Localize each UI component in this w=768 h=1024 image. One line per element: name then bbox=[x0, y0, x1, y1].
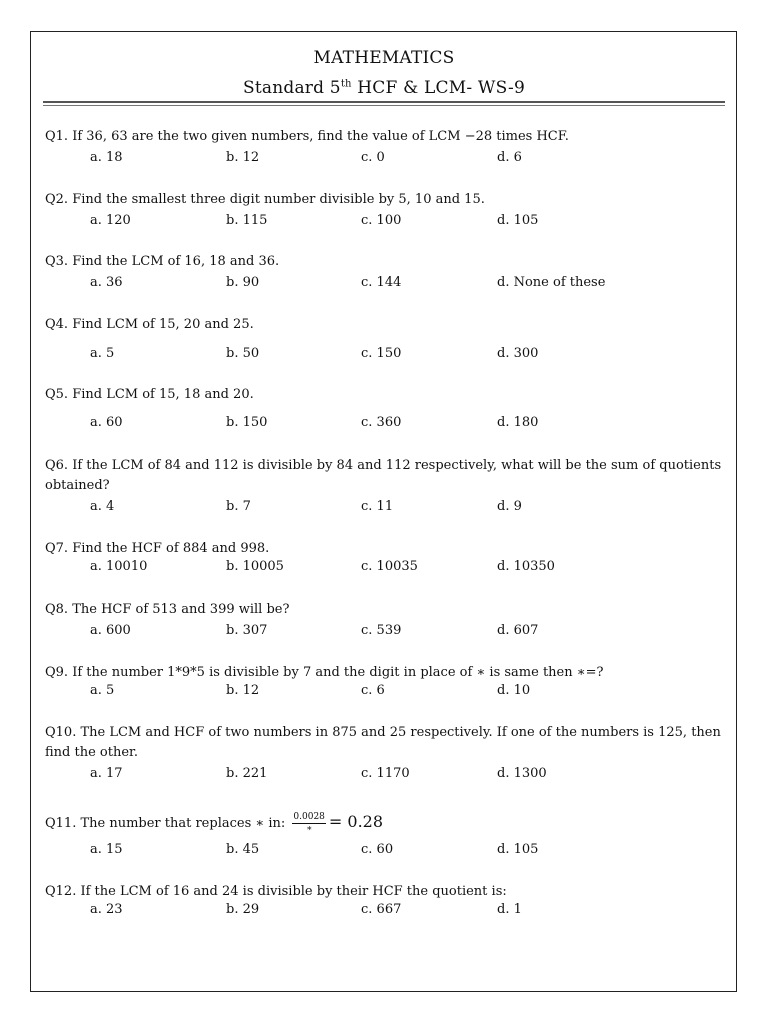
question-4: Q4. Find LCM of 15, 20 and 25. bbox=[45, 317, 254, 332]
header-divider-thin bbox=[43, 105, 725, 106]
question-12: Q12. If the LCM of 16 and 24 is divisible by their HCF the quotient is: bbox=[45, 884, 507, 899]
question-10-option-b: b. 221 bbox=[226, 766, 268, 781]
question-5: Q5. Find LCM of 15, 18 and 20. bbox=[45, 387, 254, 402]
question-12-option-c: c. 667 bbox=[361, 902, 402, 917]
question-6-option-d: d. 9 bbox=[497, 499, 522, 514]
question-6: Q6. If the LCM of 84 and 112 is divisible by 84 and 112 respectively, what will be the sum of quotients obtained? bbox=[45, 458, 722, 493]
subtitle-superscript: th bbox=[340, 78, 352, 90]
question-5-option-a: a. 60 bbox=[90, 415, 123, 430]
question-12-option-b: b. 29 bbox=[226, 902, 260, 917]
question-5-option-c: c. 360 bbox=[361, 415, 402, 430]
question-7-option-b: b. 10005 bbox=[226, 559, 284, 574]
question-5-option-d: d. 180 bbox=[497, 415, 539, 430]
header-divider-thick bbox=[43, 101, 725, 103]
question-9-option-b: b. 12 bbox=[226, 683, 260, 698]
question-11 bbox=[45, 808, 725, 838]
subtitle-prefix: Standard 5 bbox=[243, 78, 341, 98]
question-1-option-d: d. 6 bbox=[497, 150, 522, 165]
question-2: Q2. Find the smallest three digit number divisible by 5, 10 and 15. bbox=[45, 192, 485, 207]
question-1-option-c: c. 0 bbox=[361, 150, 385, 165]
question-4-option-c: c. 150 bbox=[361, 346, 402, 361]
question-9-option-c: c. 6 bbox=[361, 683, 385, 698]
question-11-option-d: d. 105 bbox=[497, 842, 539, 857]
question-7-option-d: d. 10350 bbox=[497, 559, 555, 574]
question-10: Q10. The LCM and HCF of two numbers in 875 and 25 respectively. If one of the numbers is 125, then find the other. bbox=[45, 725, 721, 760]
question-8-option-c: c. 539 bbox=[361, 623, 402, 638]
question-11-option-c: c. 60 bbox=[361, 842, 394, 857]
question-12-option-d: d. 1 bbox=[497, 902, 522, 917]
question-2-option-d: d. 105 bbox=[497, 213, 539, 228]
question-8-option-a: a. 600 bbox=[90, 623, 131, 638]
question-1-option-b: b. 12 bbox=[226, 150, 260, 165]
question-4-option-b: b. 50 bbox=[226, 346, 260, 361]
question-11-equation-tail: = 0.28 bbox=[328, 812, 384, 831]
question-11-text: Q11. The number that replaces ∗ in: bbox=[45, 816, 290, 831]
question-1: Q1. If 36, 63 are the two given numbers, find the value of LCM −28 times HCF. bbox=[45, 129, 569, 144]
question-2-option-b: b. 115 bbox=[226, 213, 268, 228]
subtitle-rest: HCF & LCM- WS-9 bbox=[351, 78, 525, 98]
question-3: Q3. Find the LCM of 16, 18 and 36. bbox=[45, 254, 280, 269]
question-6-option-a: a. 4 bbox=[90, 499, 115, 514]
question-8-option-b: b. 307 bbox=[226, 623, 268, 638]
question-2-option-a: a. 120 bbox=[90, 213, 131, 228]
question-7-option-c: c. 10035 bbox=[361, 559, 418, 574]
question-3-option-d: d. None of these bbox=[497, 275, 606, 290]
question-12-option-a: a. 23 bbox=[90, 902, 123, 917]
question-9-option-d: d. 10 bbox=[497, 683, 531, 698]
question-4-option-a: a. 5 bbox=[90, 346, 115, 361]
question-10-option-c: c. 1170 bbox=[361, 766, 410, 781]
question-8-option-d: d. 607 bbox=[497, 623, 539, 638]
question-4-option-d: d. 300 bbox=[497, 346, 539, 361]
question-10-option-d: d. 1300 bbox=[497, 766, 547, 781]
question-11-option-a: a. 15 bbox=[90, 842, 123, 857]
question-3-option-b: b. 90 bbox=[226, 275, 260, 290]
question-3-option-a: a. 36 bbox=[90, 275, 123, 290]
question-8: Q8. The HCF of 513 and 399 will be? bbox=[45, 602, 290, 617]
question-9-option-a: a. 5 bbox=[90, 683, 115, 698]
page-title: MATHEMATICS bbox=[313, 48, 455, 68]
question-9: Q9. If the number 1*9*5 is divisible by 7 and the digit in place of ∗ is same then ∗=? bbox=[45, 665, 604, 680]
question-11-option-b: b. 45 bbox=[226, 842, 260, 857]
worksheet-subtitle bbox=[0, 78, 768, 98]
question-7: Q7. Find the HCF of 884 and 998. bbox=[45, 541, 270, 556]
question-6-option-c: c. 11 bbox=[361, 499, 394, 514]
fraction-denominator: ∗ bbox=[306, 824, 313, 834]
question-3-option-c: c. 144 bbox=[361, 275, 402, 290]
fraction-numerator: 0.0028 bbox=[293, 812, 325, 822]
question-11-fraction bbox=[292, 812, 326, 835]
question-2-option-c: c. 100 bbox=[361, 213, 402, 228]
question-5-option-b: b. 150 bbox=[226, 415, 268, 430]
question-7-option-a: a. 10010 bbox=[90, 559, 148, 574]
question-6-option-b: b. 7 bbox=[226, 499, 251, 514]
question-1-option-a: a. 18 bbox=[90, 150, 123, 165]
question-10-option-a: a. 17 bbox=[90, 766, 123, 781]
